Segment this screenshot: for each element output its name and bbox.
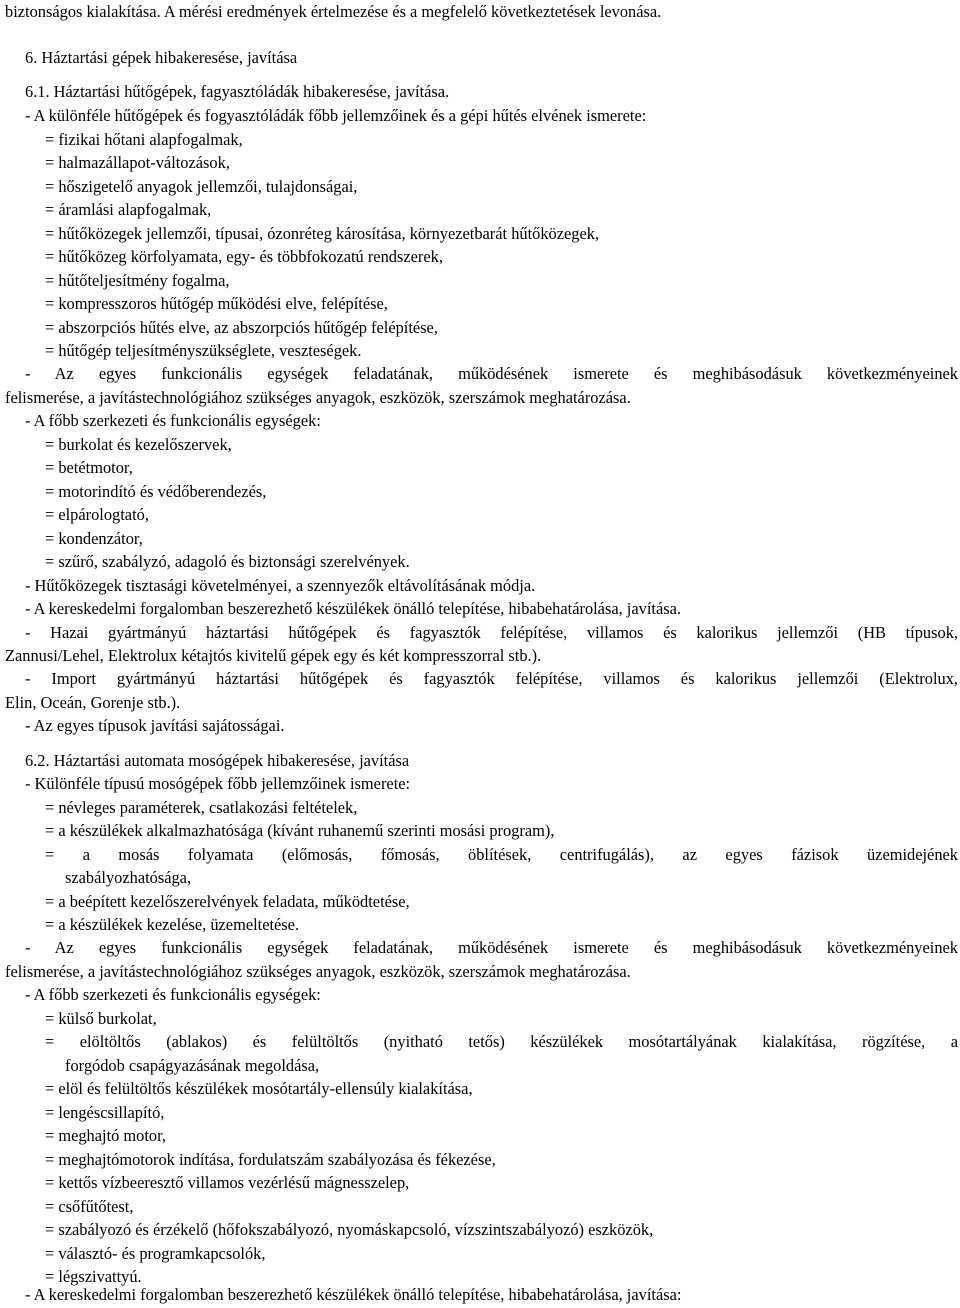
text-line: = kondenzátor, xyxy=(45,529,143,548)
text-line: - A főbb szerkezeti és funkcionális egységek: xyxy=(25,411,321,430)
text-line: = fizikai hőtani alapfogalmak, xyxy=(45,130,243,149)
text-line: Zannusi/Lehel, Elektrolux kétajtós kivitelű gépek egy és két kompresszorral stb.). xyxy=(5,646,542,665)
text-line: = hűtőteljesítmény fogalma, xyxy=(45,271,230,290)
text-line: - Különféle típusú mosógépek főbb jellemzőinek ismerete: xyxy=(25,774,411,793)
text-line: = a beépített kezelőszerelvények feladata, működtetése, xyxy=(45,892,410,911)
text-line: felismerése, a javítástechnológiához szükséges anyagok, eszközök, szerszámok meghatározása. xyxy=(5,388,631,407)
text-line: - Az egyes típusok javítási sajátosságai. xyxy=(25,716,285,735)
text-line: = hőszigetelő anyagok jellemzői, tulajdonságai, xyxy=(45,177,358,196)
text-line: 6. Háztartási gépek hibakeresése, javítása xyxy=(25,48,298,67)
text-line: - Import gyártmányú háztartási hűtőgépek és fagyasztók felépítése, villamos és kalorikus jellemzői (Elektrolux, xyxy=(25,669,958,688)
text-line: = légszivattyú. xyxy=(45,1267,142,1286)
text-line: = a mosás folyamata (előmosás, főmosás, öblítések, centrifugálás), az egyes fázisok üzemidejének xyxy=(45,845,958,864)
text-line: = a készülékek alkalmazhatósága (kívánt ruhanemű szerinti mosási program), xyxy=(45,821,555,840)
text-line: = abszorpciós hűtés elve, az abszorpciós hűtőgép felépítése, xyxy=(45,318,438,337)
text-line: = szűrő, szabályzó, adagoló és biztonsági szerelvények. xyxy=(45,552,410,571)
text-line: = motorindító és védőberendezés, xyxy=(45,482,267,501)
text-line: = meghajtómotorok indítása, fordulatszám szabályozása és fékezése, xyxy=(45,1150,496,1169)
text-line: felismerése, a javítástechnológiához szükséges anyagok, eszközök, szerszámok meghatározása. xyxy=(5,962,631,981)
text-line: = hűtőgép teljesítményszükséglete, veszteségek. xyxy=(45,341,362,360)
text-line: Elin, Oceán, Gorenje stb.). xyxy=(5,693,181,712)
text-line: 6.2. Háztartási automata mosógépek hibakeresése, javítása xyxy=(25,751,410,770)
text-line: szabályozhatósága, xyxy=(65,868,192,887)
text-line: - A kereskedelmi forgalomban beszerezhető készülékek önálló telepítése, hibabehatárolása, javítása. xyxy=(25,599,681,618)
text-line: = külső burkolat, xyxy=(45,1009,157,1028)
text-line: - Az egyes funkcionális egységek feladatának, működésének ismerete és meghibásodásuk következményeinek xyxy=(25,938,958,957)
text-line: - A különféle hűtőgépek és fogyasztóládák főbb jellemzőinek és a gépi hűtés elvének ismerete: xyxy=(25,106,647,125)
text-line: forgódob csapágyazásának megoldása, xyxy=(65,1056,320,1075)
text-line: = elpárologtató, xyxy=(45,505,149,524)
text-line: = kompresszoros hűtőgép működési elve, felépítése, xyxy=(45,294,388,313)
text-line: = elöl és felültöltős készülékek mosótartály-ellensúly kialakítása, xyxy=(45,1079,473,1098)
text-line: = meghajtó motor, xyxy=(45,1126,167,1145)
text-line: = áramlási alapfogalmak, xyxy=(45,200,212,219)
text-line: = szabályozó és érzékelő (hőfokszabályozó, nyomáskapcsoló, vízszintszabályozó) eszközök, xyxy=(45,1220,654,1239)
text-line: = lengéscsillapító, xyxy=(45,1103,165,1122)
text-line: = burkolat és kezelőszervek, xyxy=(45,435,232,454)
text-line: biztonságos kialakítása. A mérési eredmények értelmezése és a megfelelő következtetések levonása. xyxy=(5,2,662,21)
text-line: = választó- és programkapcsolók, xyxy=(45,1244,266,1263)
text-line: = betétmotor, xyxy=(45,458,133,477)
text-line: = halmazállapot-változások, xyxy=(45,153,230,172)
text-line: - A főbb szerkezeti és funkcionális egységek: xyxy=(25,985,321,1004)
text-line: - Az egyes funkcionális egységek feladatának, működésének ismerete és meghibásodásuk következményeinek xyxy=(25,364,958,383)
text-line: = kettős vízbeeresztő villamos vezérlésű mágnesszelep, xyxy=(45,1173,410,1192)
text-line: = csőfűtőtest, xyxy=(45,1197,134,1216)
text-line: - Hűtőközegek tisztasági követelményei, a szennyezők eltávolításának módja. xyxy=(25,576,536,595)
text-line: = hűtőközeg körfolyamata, egy- és többfokozatú rendszerek, xyxy=(45,247,443,266)
text-line: = elöltöltős (ablakos) és felültöltős (nyitható tetős) készülékek mosótartályának kialakítása, rögzítése, a xyxy=(45,1032,958,1051)
text-line: - A kereskedelmi forgalomban beszerezhető készülékek önálló telepítése, hibabehatárolása, javítása: xyxy=(25,1285,682,1304)
text-line: = hűtőközegek jellemzői, típusai, ózonréteg károsítása, környezetbarát hűtőközegek, xyxy=(45,224,600,243)
text-line: - Hazai gyártmányú háztartási hűtőgépek és fagyasztók felépítése, villamos és kalorikus jellemzői (HB típusok, xyxy=(25,623,958,642)
text-line: = a készülékek kezelése, üzemeltetése. xyxy=(45,915,300,934)
text-line: 6.1. Háztartási hűtőgépek, fagyasztóládák hibakeresése, javítása. xyxy=(25,82,450,101)
text-line: = névleges paraméterek, csatlakozási feltételek, xyxy=(45,798,358,817)
